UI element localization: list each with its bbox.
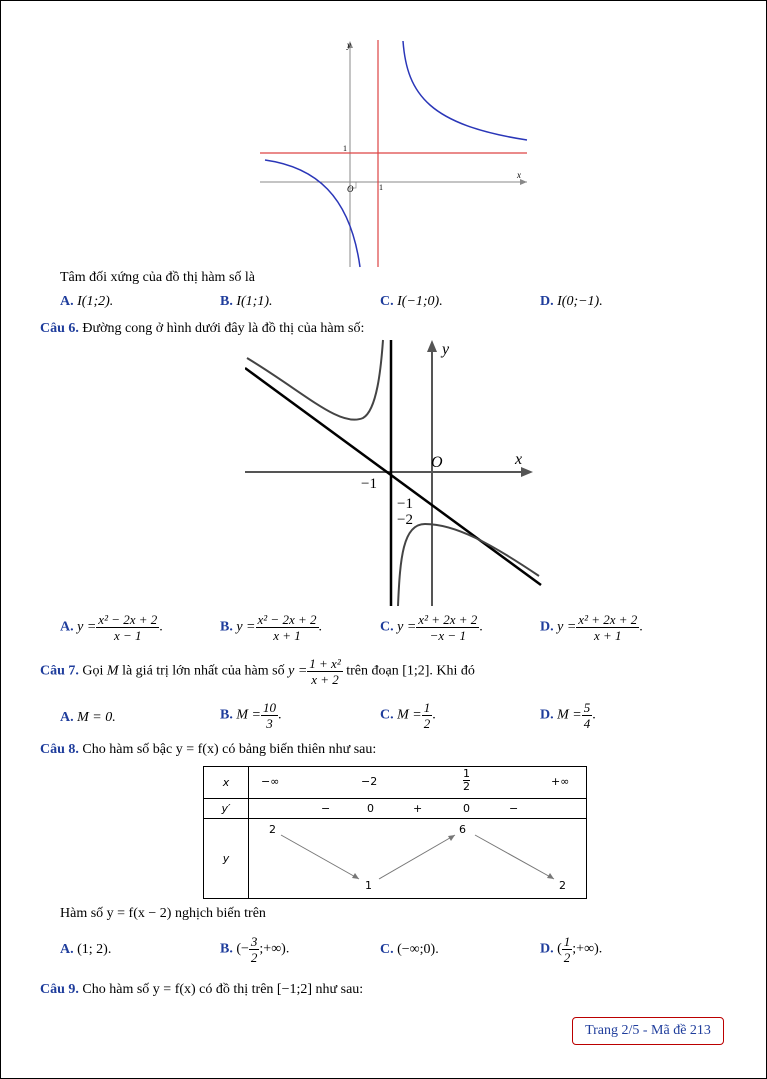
q6-neg2-y: −2	[397, 512, 413, 528]
q8-option-b: B. (− $\frac{3}{2}$ ;+∞).	[220, 934, 290, 965]
q7-option-d: D. M = $\frac{5}{4}$ .	[540, 700, 596, 731]
vt-y-row: 2 1 6 2	[249, 819, 587, 899]
q5-one-y: 1	[343, 144, 347, 153]
vt-y-label: y	[204, 819, 249, 899]
vt-x-row: −∞ −2 1 2 +∞	[249, 767, 587, 799]
q8-sub: Hàm số y = f(x − 2) nghịch biến trên	[60, 906, 266, 921]
vt-yp-label: y′	[204, 799, 249, 819]
q5-option-b: B. I(1;1).	[220, 294, 273, 309]
q7-option-a: A. M = 0.	[60, 710, 116, 725]
q5-option-d: D. I(0;−1).	[540, 294, 603, 309]
page-footer: Trang 2/5 - Mã đề 213	[572, 1017, 724, 1045]
q6-question: Câu 6. Đường cong ở hình dưới đây là đồ thị của hàm số:	[40, 321, 365, 336]
q5-option-c: C. I(−1;0).	[380, 294, 443, 309]
variation-table	[203, 766, 587, 899]
q8-option-d: D. ( $\frac{1}{2}$ ;+∞).	[540, 934, 603, 965]
q6-x-label: x	[515, 451, 523, 468]
q5-option-a: A. I(1;2).	[60, 294, 114, 309]
q7-option-c: C. M = $\frac{1}{2}$ .	[380, 700, 436, 731]
q6-option-c: C. y = $\frac{\text{x² + 2x + 2}}{-x - 1}$ .	[380, 612, 483, 643]
q7-question: Câu 7. Gọi M là giá trị lớn nhất của hàm số y = $\frac{\text{1 + x²}}{x + 2}$ trên đoạn [1;2]. Khi đó	[40, 656, 475, 687]
q6-origin: O	[431, 454, 443, 471]
q8-option-a: A. (1; 2).	[60, 942, 112, 957]
q8-question: Câu 8. Cho hàm số bậc y = f(x) có bảng biến thiên như sau:	[40, 742, 377, 757]
q6-option-d: D. y = $\frac{\text{x² + 2x + 2}}{x + 1}$ .	[540, 612, 643, 643]
q5-x-label: x	[517, 170, 521, 180]
q6-option-b: B. y = $\frac{\text{x² − 2x + 2}}{x + 1}$ .	[220, 612, 322, 643]
vt-sign-row: − 0 + 0 −	[249, 799, 587, 819]
q5-one-x: 1	[379, 183, 383, 192]
q6-neg1-y: −1	[397, 496, 413, 512]
q6-option-a: A. y = $\frac{\text{x² − 2x + 2}}{x - 1}$ .	[60, 612, 163, 643]
q6-y-label: y	[442, 341, 450, 358]
q8-option-c: C. (−∞;0).	[380, 942, 439, 957]
vt-x-label: x	[204, 767, 249, 799]
q6-neg1-x: −1	[361, 476, 377, 492]
q6-graph	[245, 338, 545, 608]
q5-y-label: y	[347, 40, 351, 50]
q5-graph	[255, 35, 535, 270]
q5-stem: Tâm đối xứng của đồ thị hàm số là	[60, 270, 255, 285]
q9-question: Câu 9. Cho hàm số y = f(x) có đồ thị trên [−1;2] như sau:	[40, 982, 364, 997]
q7-option-b: B. M = $\frac{10}{3}$ .	[220, 700, 282, 731]
q5-origin: O	[347, 184, 354, 194]
